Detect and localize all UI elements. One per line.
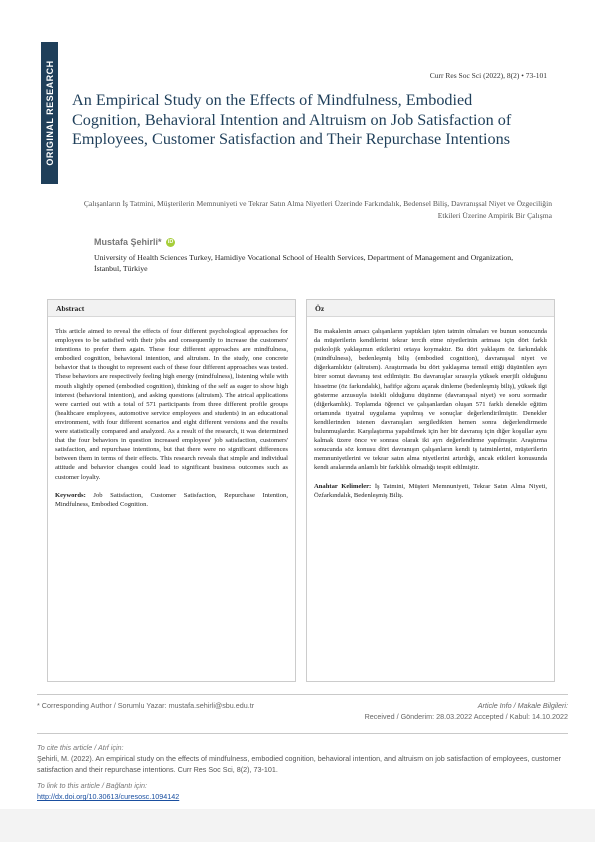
footer-divider-bottom <box>37 733 568 734</box>
article-type-label: ORIGINAL RESEARCH <box>44 60 55 166</box>
journal-citation: Curr Res Soc Sci (2022), 8(2) • 73-101 <box>429 71 547 80</box>
doi-link[interactable]: http://dx.doi.org/10.30613/curesosc.1094142 <box>37 792 180 801</box>
keywords-text: Job Satisfaction, Customer Satisfaction, Repurchase Intention, Mindfulness, Embodied Cognition. <box>55 491 288 508</box>
article-info-label: Article Info / Makale Bilgileri: <box>477 701 568 710</box>
anahtar-kelimeler-label: Anahtar Kelimeler: <box>314 482 372 490</box>
author-line <box>94 237 175 247</box>
footer-divider-top <box>37 694 568 695</box>
orcid-icon[interactable]: iD <box>167 239 174 246</box>
link-label: To link to this article / Bağlantı için: <box>37 781 147 790</box>
abstract-text: This article aimed to reveal the effects of four different psychological approaches for employees to be satisfied with their jobs and consequently to increase the customers' intentions to prefer them again. These four different approaches are mindfulness, embodied cognition, behavioral intention, and altruism. In the study, one concrete behavior that is thought to represent each of these four different approaches was tested. These behaviors are respectively feeling high energy (mindfulness), listening while with mouth slightly opened (embodied cognition), thinking of the self as eager to show high interest (behavioral intention), and asking questions (altruism). The atrical applications were carried out with a total of 571 participants from three different profile groups (healthcare employees, automotive service employees and students) in an educational environment, with four different scenarios and eight different versions and the results were statistically compared and analyzed. As a result of the research, it was determined that the four behaviors in question increased employees' job satisfaction, customers' satisfaction, and repurchase intentions, but that there were no significant differences between them in terms of their effects. This research reveals that simple and individual attitude and behavior changes could lead to significant business outcomes such as customer loyalty. <box>55 328 288 481</box>
cite-label: To cite this article / Atıf için: <box>37 743 124 752</box>
corresponding-author: * Corresponding Author / Sorumlu Yazar: mustafa.sehirli@sbu.edu.tr <box>37 701 255 710</box>
oz-header <box>307 300 554 317</box>
article-title: An Empirical Study on the Effects of Mindfulness, Embodied Cognition, Behavioral Intention and Altruism on Job Satisfaction of Employees, Customer Satisfaction and Their Repurchase Intentions <box>72 91 512 149</box>
abstract-header <box>48 300 295 317</box>
turkish-title: Çalışanların İş Tatmini, Müşterilerin Memnuniyeti ve Tekrar Satın Alma Niyetleri Üzerinde Farkındalık, Bedensel Biliş, Davranışsal Niyet ve Özgeciliğin Etkileri Üzerine Ampirik Bir Çalışma <box>83 199 552 220</box>
oz-heading: Öz <box>315 304 325 313</box>
oz-keywords <box>314 482 547 500</box>
anahtar-kelimeler-text: İş Tatmini, Müşteri Memnuniyeti, Tekrar Satın Alma Niyeti, Özfarkındalık, Bedenleşmiş Biliş. <box>314 482 547 499</box>
oz-text: Bu makalenin amacı çalışanların yaptıkları işten tatmin olmaları ve bunun sonucunda da müşterilerin kendilerini tekrar tercih etme niyetlerinin artması için dört farklı psikolojik yaklaşımın etkilerini ortaya koymaktır. Bu dört yaklaşım öz farkındalık (mindfulness), bedenleşmiş biliş (embodied cognition), davranışsal niyet ve diğerkamlıktır (altruism). Araştırmada bu dört yaklaşıma temsil ettiği düşünülen ayrı birer somut davranış test edilmiştir. Bu davranışlar sırasıyla yüksek enerjili olduğunu hissetme (öz farkındalık), hafifçe ağzını açarak dinleme (bedenleşmiş biliş), yüksek ilgi gösterme arzusuyla istekli olduğunu düşünme (davranışsal niyet) ve soru sormadır (diğerkamlık). Toplamda öğrenci ve çalışanlardan oluşan 571 farklı denekle eğitim ortamında tiyatral uygulama yapılmış ve sonuçlar değerlendirilmiştir. Denekler kendilerinden istenen davranışları sergiledikten hemen sonra değerlendirmede bulunmuşlardır. Karşılaştırma yapabilmek için her bir davranış için diğer koşullar aynı kalmak üzere önce ve sonrası olarak iki ayrı değerlendirme yapılmıştır. Araştırma sonucunda söz konusu dört davranışın çalışanların kendi iş tatminlerini, müşterilerin memnuniyetlerini ve tekrar satın alma niyetlerini artırdığı, ancak etkileri konusunda kendi aralarında anlamlı bir farklılık olmadığı tespit edilmiştir. <box>314 328 547 472</box>
abstract-body <box>48 317 295 509</box>
author-name: Mustafa Şehirli* <box>94 237 162 247</box>
oz-box <box>306 299 555 682</box>
abstract-box <box>47 299 296 682</box>
article-type-sidebar <box>41 42 58 184</box>
oz-body <box>307 317 554 500</box>
page-bottom-band <box>0 809 595 842</box>
keywords-label: Keywords: <box>55 491 86 499</box>
abstract-keywords <box>55 491 288 509</box>
article-dates: Received / Gönderim: 28.03.2022 Accepted / Kabul: 14.10.2022 <box>364 712 568 721</box>
abstract-heading: Abstract <box>56 304 85 313</box>
author-affiliation: University of Health Sciences Turkey, Hamidiye Vocational School of Health Services, Department of Management and Organization, İstanbul, Türkiye <box>94 253 514 273</box>
cite-text: Şehirli, M. (2022). An empirical study on the effects of mindfulness, embodied cognition, behavioral intention, and altruism on job satisfaction of employees, customer satisfaction and their repurchase intentions. Curr Res Soc Sci, 8(2), 73-101. <box>37 754 562 774</box>
